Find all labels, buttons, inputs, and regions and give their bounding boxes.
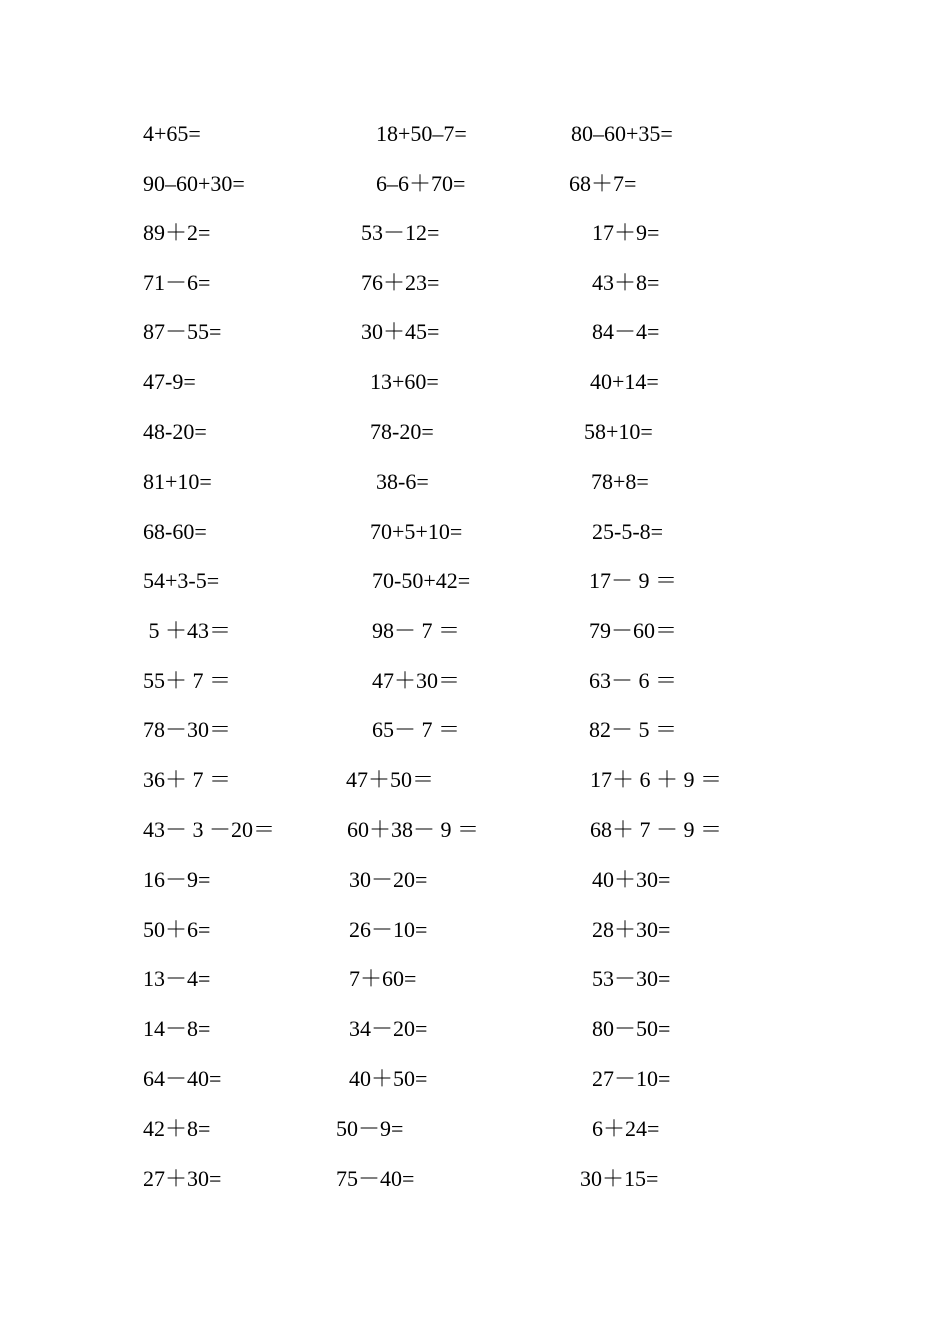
math-problem: 89＋2= bbox=[143, 220, 211, 245]
problem-row bbox=[0, 517, 950, 557]
math-problem: 80–60+35= bbox=[571, 121, 673, 146]
math-problem: 7＋60= bbox=[349, 966, 417, 991]
math-problem: 81+10= bbox=[143, 469, 212, 494]
math-problem: 16－9= bbox=[143, 867, 211, 892]
problem-row bbox=[0, 815, 950, 855]
math-problem: 17＋9= bbox=[592, 220, 660, 245]
math-problem: 50－9= bbox=[336, 1116, 404, 1141]
math-problem: 68-60= bbox=[143, 519, 207, 544]
problem-row bbox=[0, 715, 950, 755]
math-problem: 54+3-5= bbox=[143, 568, 220, 593]
problem-row bbox=[0, 865, 950, 905]
math-problem: 53－12= bbox=[361, 220, 440, 245]
problem-row bbox=[0, 169, 950, 209]
math-problem: 78+8= bbox=[591, 469, 649, 494]
problem-row bbox=[0, 964, 950, 1004]
math-problem: 47-9= bbox=[143, 369, 196, 394]
math-problem: 53－30= bbox=[592, 966, 671, 991]
math-problem: 64－40= bbox=[143, 1066, 222, 1091]
math-problem: 70-50+42= bbox=[372, 568, 471, 593]
math-problem: 68＋ 7 － 9 ＝ bbox=[590, 817, 723, 842]
math-problem: 90–60+30= bbox=[143, 171, 245, 196]
problem-row bbox=[0, 616, 950, 656]
math-problem: 47＋50＝ bbox=[346, 767, 435, 792]
math-problem: 68＋7= bbox=[569, 171, 637, 196]
math-problem: 87－55= bbox=[143, 319, 222, 344]
math-problem: 43－ 3 －20＝ bbox=[143, 817, 276, 842]
math-problem: 30＋15= bbox=[580, 1166, 659, 1191]
math-problem: 36＋ 7 ＝ bbox=[143, 767, 232, 792]
math-problem: 26－10= bbox=[349, 917, 428, 942]
math-problem: 48-20= bbox=[143, 419, 207, 444]
problem-row bbox=[0, 765, 950, 805]
problem-row bbox=[0, 268, 950, 308]
math-problem: 13+60= bbox=[370, 369, 439, 394]
math-problem: 71－6= bbox=[143, 270, 211, 295]
math-problem: 79－60＝ bbox=[589, 618, 678, 643]
math-problem: 55＋ 7 ＝ bbox=[143, 668, 232, 693]
problem-row bbox=[0, 317, 950, 357]
math-problem: 42＋8= bbox=[143, 1116, 211, 1141]
math-problem: 28＋30= bbox=[592, 917, 671, 942]
problem-row bbox=[0, 467, 950, 507]
problem-row bbox=[0, 367, 950, 407]
problem-row bbox=[0, 566, 950, 606]
math-problem: 58+10= bbox=[584, 419, 653, 444]
math-problem: 82－ 5 ＝ bbox=[589, 717, 678, 742]
math-problem: 6＋24= bbox=[592, 1116, 660, 1141]
math-problem: 60＋38－ 9 ＝ bbox=[347, 817, 480, 842]
math-problem: 27－10= bbox=[592, 1066, 671, 1091]
math-problem: 47＋30＝ bbox=[372, 668, 461, 693]
math-problem: 70+5+10= bbox=[370, 519, 463, 544]
math-problem: 43＋8= bbox=[592, 270, 660, 295]
math-problem: 80－50= bbox=[592, 1016, 671, 1041]
math-problem: 40＋50= bbox=[349, 1066, 428, 1091]
math-problem: 63－ 6 ＝ bbox=[589, 668, 678, 693]
math-problem: 30－20= bbox=[349, 867, 428, 892]
math-problem: 4+65= bbox=[143, 121, 201, 146]
math-problem: 13－4= bbox=[143, 966, 211, 991]
math-problem: 76＋23= bbox=[361, 270, 440, 295]
math-problem: 50＋6= bbox=[143, 917, 211, 942]
math-problem: 14－8= bbox=[143, 1016, 211, 1041]
problem-row bbox=[0, 1164, 950, 1204]
math-problem: 17－ 9 ＝ bbox=[589, 568, 678, 593]
math-problem: 84－4= bbox=[592, 319, 660, 344]
math-problem: 5 ＋43＝ bbox=[143, 618, 232, 643]
math-problem: 34－20= bbox=[349, 1016, 428, 1041]
math-problem: 6–6＋70= bbox=[376, 171, 466, 196]
math-problem: 78-20= bbox=[370, 419, 434, 444]
math-problem: 17＋ 6 ＋ 9 ＝ bbox=[590, 767, 723, 792]
math-problem: 40＋30= bbox=[592, 867, 671, 892]
math-problem: 75－40= bbox=[336, 1166, 415, 1191]
problem-row bbox=[0, 1114, 950, 1154]
math-problem: 98－ 7 ＝ bbox=[372, 618, 461, 643]
math-problem: 40+14= bbox=[590, 369, 659, 394]
problem-row bbox=[0, 666, 950, 706]
math-problem: 27＋30= bbox=[143, 1166, 222, 1191]
problem-row bbox=[0, 417, 950, 457]
math-problem: 18+50–7= bbox=[376, 121, 467, 146]
problem-row bbox=[0, 915, 950, 955]
problem-row bbox=[0, 218, 950, 258]
math-problem: 65－ 7 ＝ bbox=[372, 717, 461, 742]
problem-row bbox=[0, 1064, 950, 1104]
math-problem: 30＋45= bbox=[361, 319, 440, 344]
math-problem: 25-5-8= bbox=[592, 519, 664, 544]
problem-row bbox=[0, 119, 950, 159]
math-problem: 78－30＝ bbox=[143, 717, 232, 742]
math-problem: 38-6= bbox=[376, 469, 429, 494]
problem-row bbox=[0, 1014, 950, 1054]
